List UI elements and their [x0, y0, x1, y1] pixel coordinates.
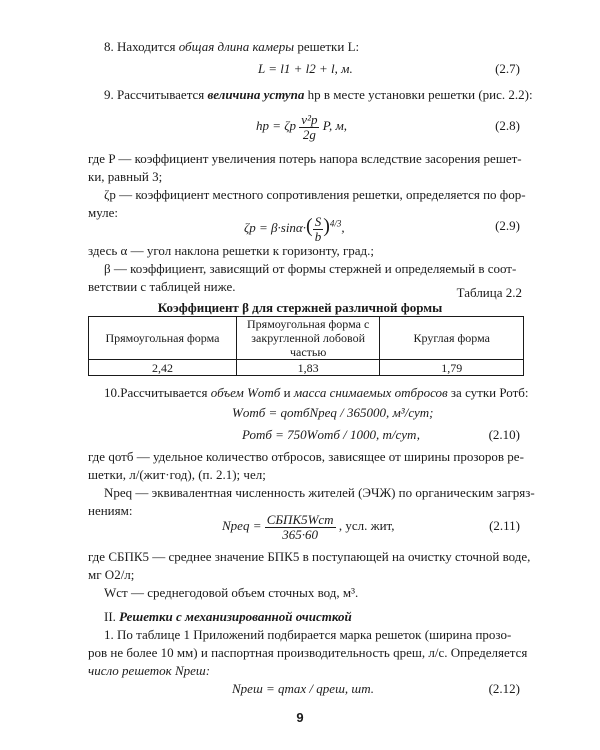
definition-line: ζр — коэффициент местного сопротивления решетки, определяется по фор-	[104, 187, 526, 202]
equation-2-10b: Ротб = 750Wотб / 1000, т/сут, (2.10)	[242, 427, 520, 442]
paragraph-line: число решеток Nреш:	[88, 663, 211, 678]
table-value-cell: 1,79	[380, 360, 524, 376]
definition-line: ветствии с таблицей ниже.	[88, 279, 236, 294]
table-header-cell: Прямоугольная форма	[89, 317, 237, 360]
table-value-cell: 2,42	[89, 360, 237, 376]
paragraph-10: 10.Рассчитывается объем Wотб и масса снимаемых отбросов за сутки Ротб:	[104, 385, 529, 400]
table-header-cell: Прямоугольная форма с закругленной лобовой частью	[236, 317, 380, 360]
definition-line: муле:	[88, 205, 119, 220]
definition-line: Nрeq — эквивалентная численность жителей (ЭЧЖ) по органическим загряз-	[104, 485, 535, 500]
table-title: Коэффициент β для стержней различной формы	[157, 300, 443, 315]
equation-2-9: ζр = β·sinα·( $\frac{S}{b}$ )$^{4/3}$, (2.9)	[244, 213, 520, 244]
table-label: Таблица 2.2	[456, 285, 522, 300]
table-header-cell: Круглая форма	[380, 317, 524, 360]
page-number: 9	[296, 710, 304, 725]
section-heading: II. Решетки с механизированной очисткой	[104, 609, 352, 624]
equation-2-10a: Wотб = qотбNрeq / 365000, м³/сут;	[232, 405, 434, 420]
paragraph-8: 8. Находится общая длина камеры решетки L:	[104, 39, 360, 54]
definition-line: ки, равный 3;	[88, 169, 163, 184]
equation-2-12: Nреш = qmax / qреш, шт. (2.12)	[232, 681, 520, 696]
paragraph-line: 1. По таблице 1 Приложений подбирается марка решеток (ширина прозо-	[104, 627, 512, 642]
definition-line: Wст — среднегодовой объем сточных вод, м³.	[104, 585, 359, 600]
definition-line: шетки, л/(жит·год), (п. 2.1); чел;	[88, 467, 266, 482]
definition-line: где qотб — удельное количество отбросов, зависящее от ширины прозоров ре-	[88, 449, 524, 464]
definition-line: β — коэффициент, зависящий от формы стержней и определяемый в соот-	[104, 261, 517, 276]
definition-line: где CБПК5 — среднее значение БПК5 в поступающей на очистку сточной воде,	[88, 549, 531, 564]
coefficient-table	[88, 316, 524, 376]
definition-line: нениям:	[88, 503, 133, 518]
paragraph-line: ров не более 10 мм) и паспортная производительность qреш, л/с. Определяется	[88, 645, 528, 660]
paragraph-9: 9. Рассчитывается величина уступа hр в месте установки решетки (рис. 2.2):	[104, 87, 533, 102]
equation-2-8: hр = ζр $\frac{\text{v²р}}{2g}$ P, м, (2.8)	[256, 111, 520, 142]
table-value-cell: 1,83	[236, 360, 380, 376]
definition-line: мг O2/л;	[88, 567, 135, 582]
equation-2-11: Nрeq = $\frac{\text{CБПК5Wст}}{365\cdot 60}$ , усл. жит, (2.11)	[222, 511, 520, 542]
equation-2-7: L = l1 + l2 + l, м. (2.7)	[258, 61, 520, 76]
definition-line: здесь α — угол наклона решетки к горизонту, град.;	[88, 243, 375, 258]
definition-line: где P — коэффициент увеличения потерь напора вследствие засорения решет-	[88, 151, 522, 166]
